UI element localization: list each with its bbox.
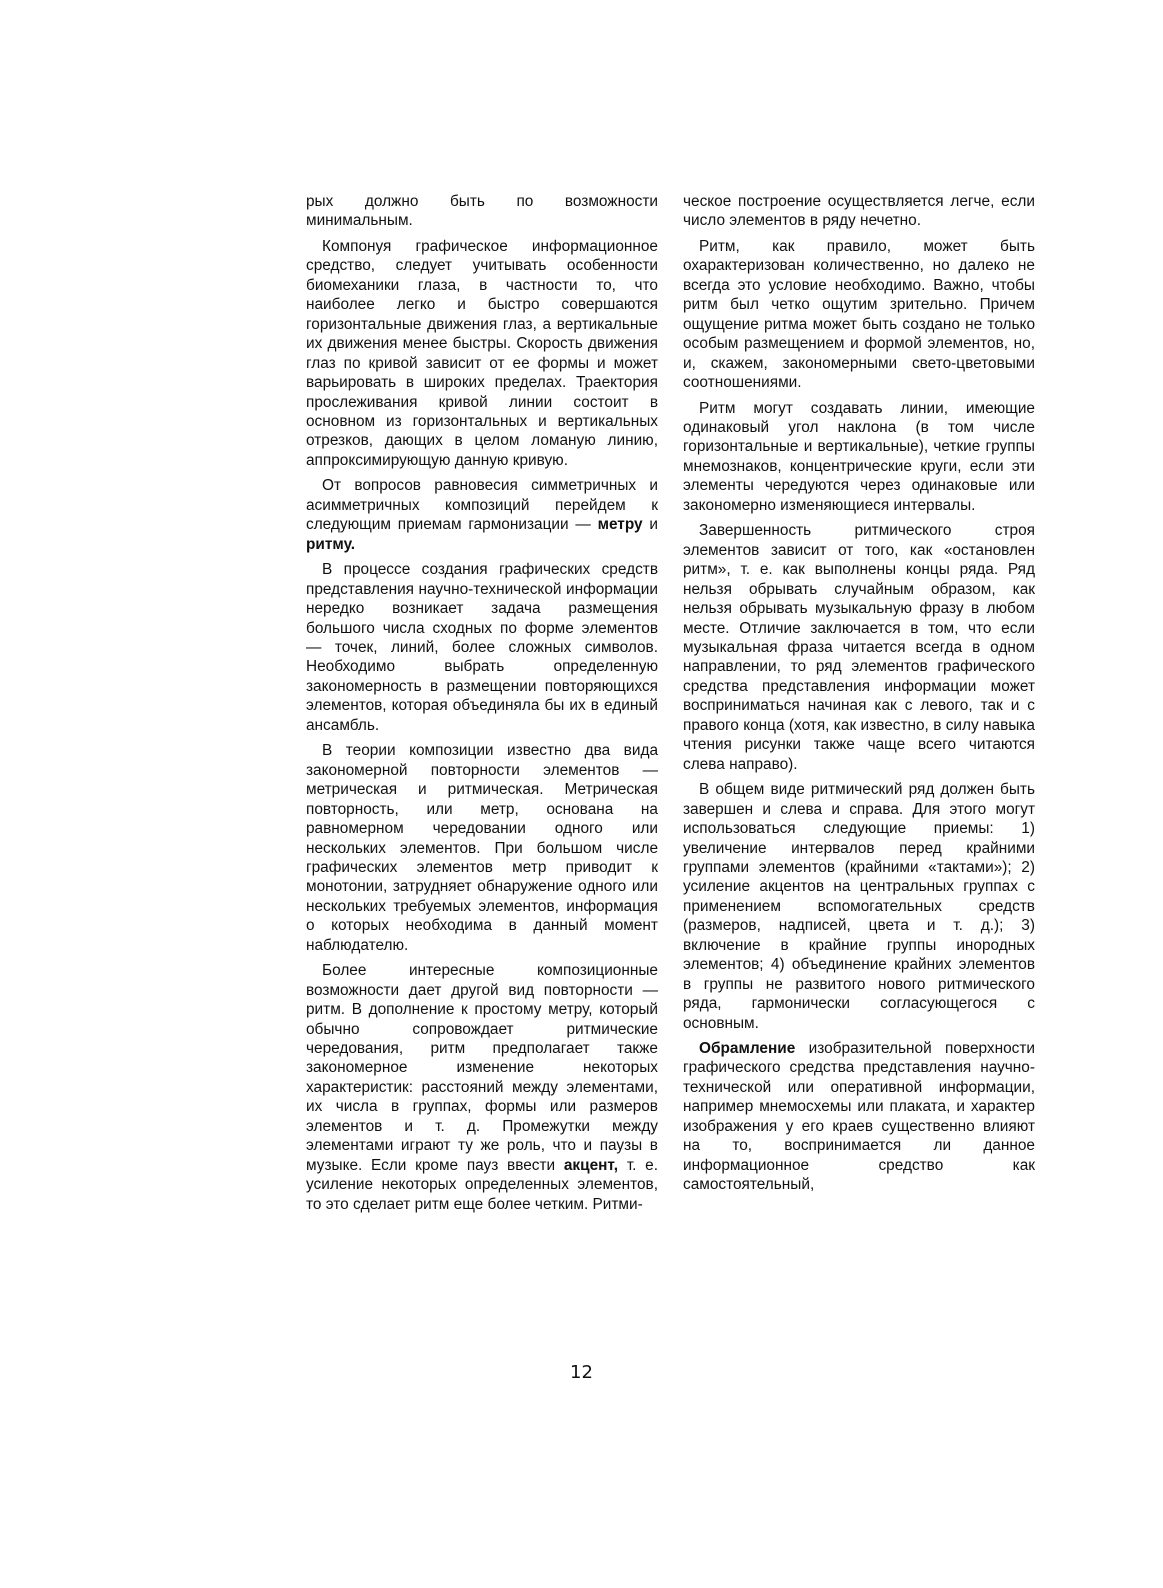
bold-term: метру <box>597 516 643 534</box>
paragraph-text: и <box>642 516 659 534</box>
paragraph-text: Более интересные композиционные возможности дает другой вид повторности — ритм. В дополнение к простому метру, который обычно сопровождает ритмические чередования, ритм предполагает также закономерное изменение некоторых характеристик: расстояний между элементами, их числа в группах, формы или размеров элементов и т. д. Промежутки между элементами играют ту же роль, что и паузы в музыке. Если кроме пауз ввести <box>306 962 658 1174</box>
paragraph-text: В теории композиции известно два вида закономерной повторности элементов — метрическая и ритмическая. Метрическая повторность, или метр, основана на равномерном чередовании одного или нескольких элементов. При большом числе графических элементов метр приводит к монотонии, затрудняет обнаружение одного или нескольких требуемых элементов, информация о которых необходима в данный момент наблюдателю. <box>306 742 658 954</box>
paragraph-text: В общем виде ритмический ряд должен быть завершен и слева и справа. Для этого могут использоваться следующие приемы: 1) увеличение интервалов перед крайними группами элементов (крайними «тактами»); 2) усиление акцентов на центральных группах с применением вспомогательных средств (размеров, надписей, цвета и т. д.); 3) включение в крайние группы инородных элементов; 4) объединение крайних элементов в группы не развитого нового ритмического ряда, гармонически согласующегося с основным. <box>683 781 1035 1032</box>
paragraph <box>683 399 1035 516</box>
paragraph-text: изобразительной поверхности графического средства представления научно-технической или оперативной информации, например мнемосхемы или плаката, и характер изображения у его краев существенно влияют на то, воспринимается ли данное информационное средство как самостоятельный, <box>683 1040 1035 1194</box>
paragraph <box>306 741 658 955</box>
paragraph-text: От вопросов равновесия симметричных и асимметричных композиций перейдем к следующим приемам гармонизации — <box>306 477 658 534</box>
paragraph <box>683 780 1035 1033</box>
paragraph <box>306 476 658 554</box>
paragraph-text: ческое построение осуществляется легче, если число элементов в ряду нечетно. <box>683 193 1035 230</box>
paragraph <box>306 961 658 1214</box>
paragraph <box>683 1039 1035 1195</box>
page-number: 12 <box>570 1362 593 1383</box>
paragraph-text: Завершенность ритмического строя элементов зависит от того, как «остановлен ритм», т. е. как выполнены концы ряда. Ряд нельзя обрывать случайным образом, как нельзя обрывать музыкальную фразу в любом месте. Отличие заключается в том, что если музыкальная фраза читается всегда в одном направлении, то ряд элементов графического средства представления информации может восприниматься начиная как с левого, так и с правого конца (хотя, как известно, в силу навыка чтения рисунки также чаще всего читаются слева направо). <box>683 522 1035 773</box>
paragraph <box>306 237 658 470</box>
bold-term: акцент, <box>563 1156 619 1174</box>
paragraph-text: Компонуя графическое информационное средство, следует учитывать особенности биомеханики глаза, в частности то, что наиболее легко и быстро совершаются горизонтальные движения глаз, а вертикальные их движения менее быстры. Скорость движения глаз по кривой зависит от ее формы и может варьировать в широких пределах. Траектория прослеживания кривой линии состоит в основном из горизонтальных и вертикальных отрезков, дающих в целом ломаную линию, аппроксимирующую данную кривую. <box>306 237 658 469</box>
left-text-column <box>306 192 658 1220</box>
bold-term: ритму. <box>306 535 356 553</box>
paragraph <box>683 237 1035 393</box>
right-text-column <box>683 192 1035 1201</box>
paragraph <box>306 192 658 231</box>
paragraph-text: Ритм могут создавать линии, имеющие одинаковый угол наклона (в том числе горизонтальные и вертикальные), четкие группы мнемознаков, концентрические круги, если эти элементы чередуются через одинаковые или закономерно изменяющиеся интервалы. <box>683 399 1035 514</box>
paragraph-text: Ритм, как правило, может быть охарактеризован количественно, но далеко не всегда это условие необходимо. Важно, чтобы ритм был четко ощутим зрительно. Причем ощущение ритма может быть создано не только особым размещением и формой элементов, но, и, скажем, закономерными свето-цветовыми соотношениями. <box>683 237 1035 392</box>
paragraph <box>306 560 658 735</box>
paragraph-text: т. е. усиление некоторых определенных элементов, то это сделает ритм еще более четким. Ритми- <box>306 1156 658 1213</box>
paragraph-text: рых должно быть по возможности минимальным. <box>306 193 658 230</box>
paragraph <box>683 521 1035 774</box>
paragraph <box>683 192 1035 231</box>
bold-term: Обрамление <box>699 1040 796 1058</box>
paragraph-text: В процессе создания графических средств представления научно-технической информации нередко возникает задача размещения большого числа сходных по форме элементов — точек, линий, более сложных символов. Необходимо выбрать определенную закономерность в размещении повторяющихся элементов, которая объединяла бы их в единый ансамбль. <box>306 561 658 734</box>
